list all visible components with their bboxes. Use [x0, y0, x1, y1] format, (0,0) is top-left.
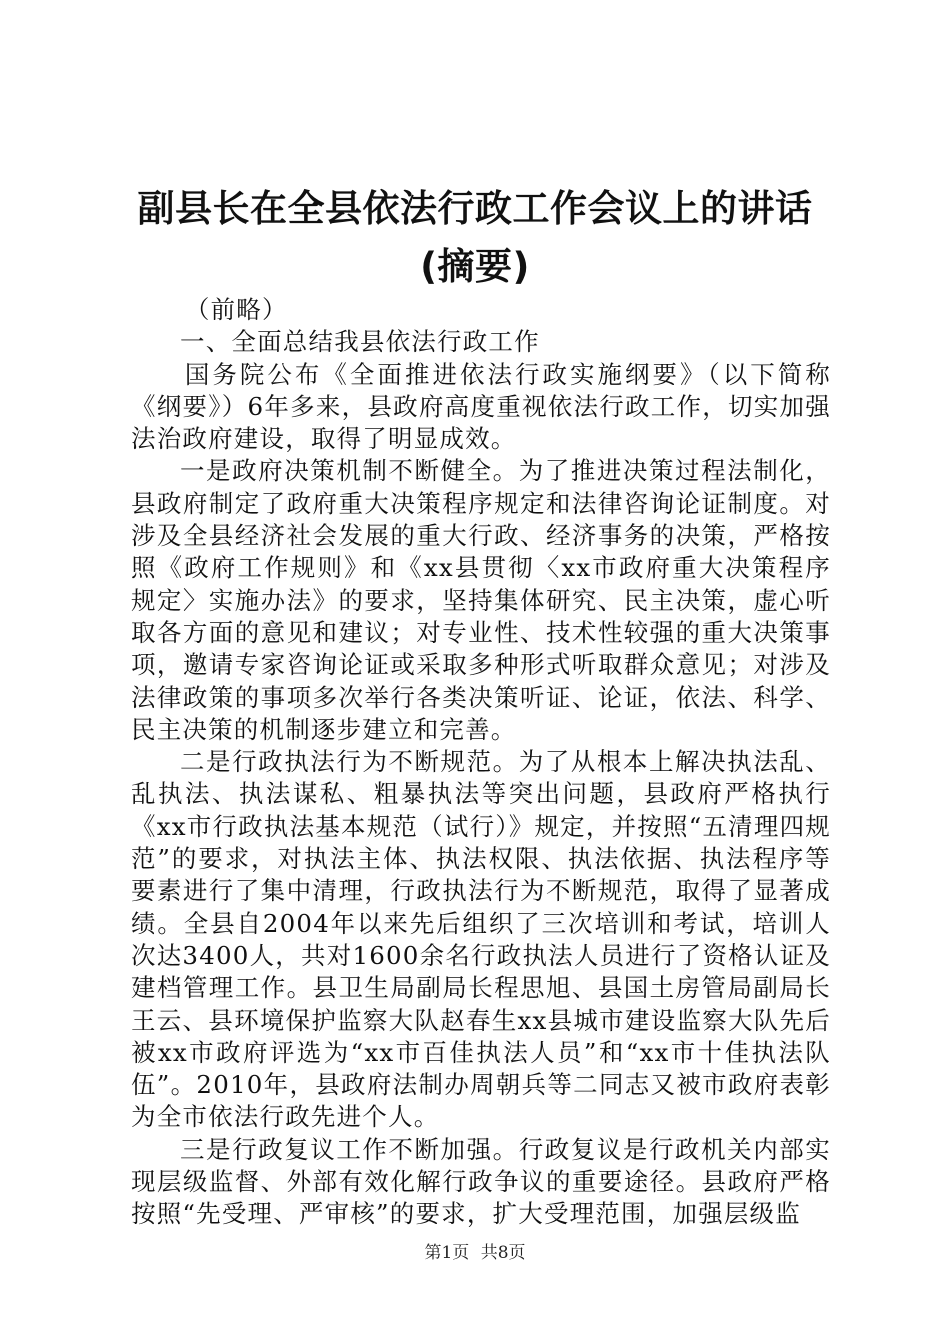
document-title: 副县长在全县依法行政工作会议上的讲话(摘要) [137, 187, 813, 288]
page-total: 共8页 [480, 1243, 526, 1263]
body-paragraph: 三是行政复议工作不断加强。行政复议是行政机关内部实现层级监督、外部有效化解行政争议的重要途径。县政府严格按照“先受理、严审核”的要求，扩大受理范围，加强层级监 [131, 1134, 831, 1229]
page-footer [0, 1242, 950, 1264]
body-paragraph: 国务院公布《全面推进依法行政实施纲要》（以下简称《纲要》）6年多来，县政府高度重视依法行政工作，切实加强法治政府建设，取得了明显成效。 [131, 359, 831, 454]
document-body [131, 294, 831, 1231]
body-paragraph: 二是行政执法行为不断规范。为了从根本上解决执法乱、乱执法、执法谋私、粗暴执法等突出问题，县政府严格执行《xx市行政执法基本规范（试行）》规定，并按照“五清理四规范”的要求，对执法主体、执法权限、执法依据、执法程序等要素进行了集中清理，行政执法行为不断规范，取得了显著成绩。全县自2004年以来先后组织了三次培训和考试，培训人次达3400人，共对1600余名行政执法人员进行了资格认证及建档管理工作。县卫生局副局长程思旭、县国土房管局副局长王云、县环境保护监察大队赵春生xx县城市建设监察大队先后被xx市政府评选为“xx市百佳执法人员”和“xx市十佳执法队伍”。2010年，县政府法制办周朝兵等二同志又被市政府表彰为全市依法行政先进个人。 [131, 747, 831, 1132]
section-heading: 一、全面总结我县依法行政工作 [180, 327, 540, 357]
preface-note: （前略） [184, 295, 288, 324]
body-paragraph: 一是政府决策机制不断健全。为了推进决策过程法制化，县政府制定了政府重大决策程序规定和法律咨询论证制度。对涉及全县经济社会发展的重大行政、经济事务的决策，严格按照《政府工作规则》和《xx县贯彻〈xx市政府重大决策程序规定〉实施办法》的要求，坚持集体研究、民主决策，虚心听取各方面的意见和建议；对专业性、技术性较强的重大决策事项，邀请专家咨询论证或采取多种形式听取群众意见；对涉及法律政策的事项多次举行各类决策听证、论证，依法、科学、民主决策的机制逐步建立和完善。 [131, 456, 831, 744]
page-number: 第1页 [424, 1243, 470, 1263]
